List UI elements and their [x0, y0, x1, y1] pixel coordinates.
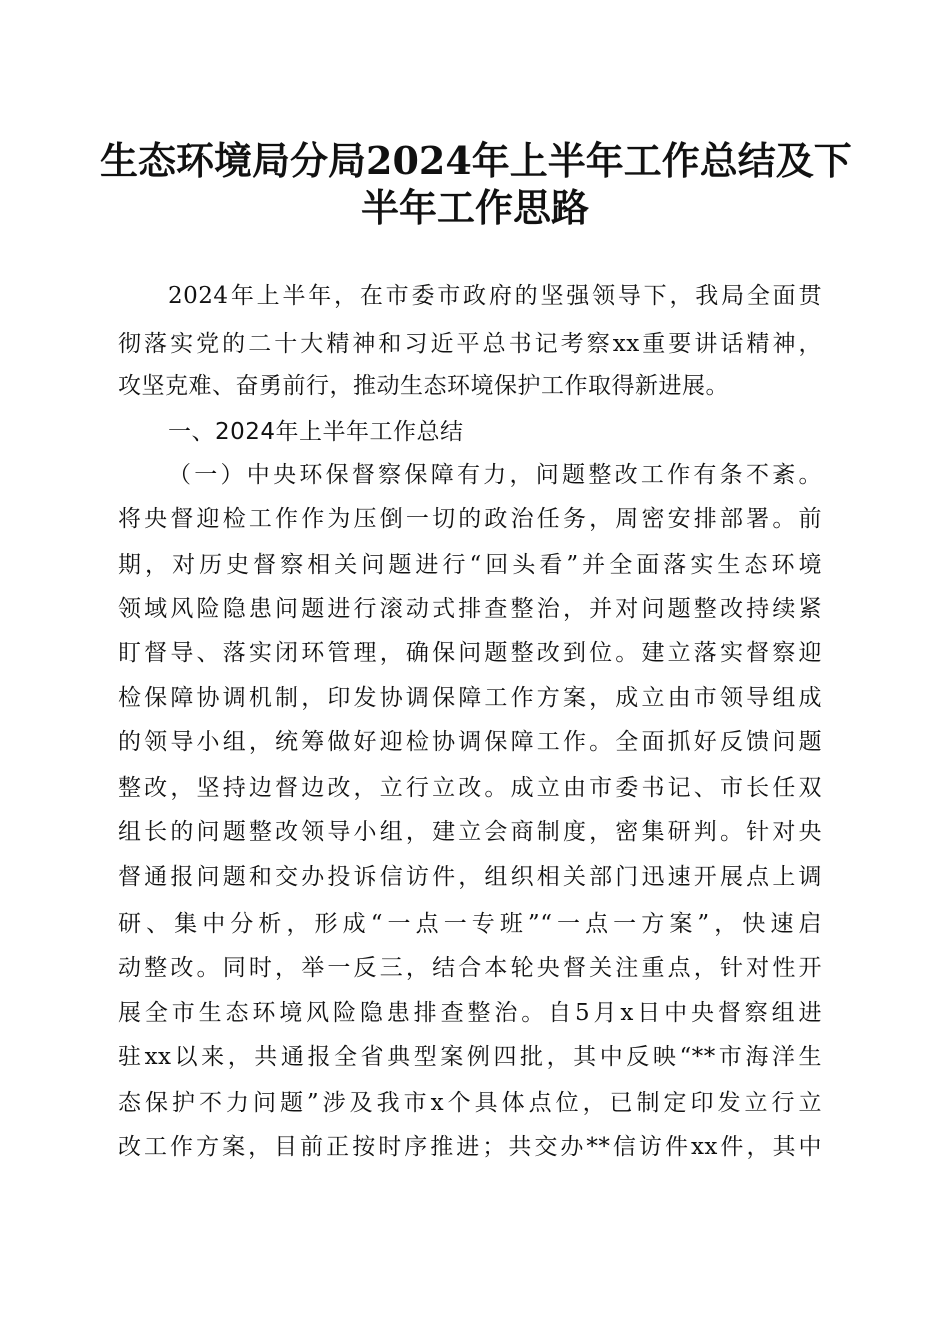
body-text-line: 组长的问题整改领导小组，建立会商制度，密集研判。针对央: [118, 819, 822, 845]
body-text-line: 驻xx以来，共通报全省典型案例四批，其中反映“**市海洋生: [118, 1044, 822, 1070]
subsection-heading: （一）中央环保督察保障有力，问题整改工作有条不紊。: [168, 462, 822, 488]
body-text-line: 改工作方案，目前正按时序推进；共交办**信访件xx件，其中: [118, 1134, 822, 1160]
body-text-line: 动整改。同时，举一反三，结合本轮央督关注重点，针对性开: [118, 955, 822, 981]
body-text-line: 展全市生态环境风险隐患排查整治。自5月x日中央督察组进: [118, 1000, 822, 1026]
body-text-line: 将央督迎检工作作为压倒一切的政治任务，周密安排部署。前: [118, 506, 822, 532]
body-text-line: 整改，坚持边督边改，立行立改。成立由市委书记、市长任双: [118, 775, 822, 801]
section-heading: 一、2024年上半年工作总结: [168, 419, 464, 445]
body-text-line: 研、集中分析，形成“一点一专班”“一点一方案”，快速启: [118, 911, 822, 937]
document-title-line-2: 半年工作思路: [360, 185, 589, 230]
body-text-line: 态保护不力问题”涉及我市x个具体点位，已制定印发立行立: [118, 1090, 822, 1116]
body-text-line: 的领导小组，统筹做好迎检协调保障工作。全面抓好反馈问题: [118, 729, 822, 755]
body-text-line: 盯督导、落实闭环管理，确保问题整改到位。建立落实督察迎: [118, 640, 822, 666]
body-text-line: 督通报问题和交办投诉信访件，组织相关部门迅速开展点上调: [118, 864, 822, 890]
paragraph-intro-line: 2024年上半年，在市委市政府的坚强领导下，我局全面贯: [168, 283, 822, 309]
paragraph-intro-line: 彻落实党的二十大精神和习近平总书记考察xx重要讲话精神，: [118, 331, 822, 357]
body-text-line: 领域风险隐患问题进行滚动式排查整治，并对问题整改持续紧: [118, 596, 822, 622]
body-text-line: 检保障协调机制，印发协调保障工作方案，成立由市领导组成: [118, 685, 822, 711]
paragraph-intro-line: 攻坚克难、奋勇前行，推动生态环境保护工作取得新进展。: [118, 373, 729, 399]
document-title-line-1: 生态环境局分局2024年上半年工作总结及下: [100, 138, 852, 183]
body-text-line: 期，对历史督察相关问题进行“回头看”并全面落实生态环境: [118, 552, 822, 578]
